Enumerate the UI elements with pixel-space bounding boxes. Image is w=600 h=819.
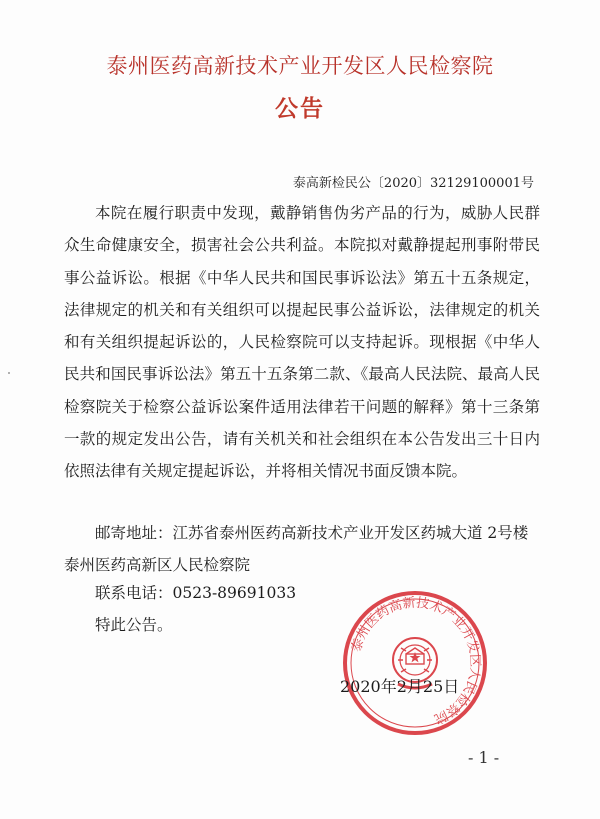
scan-speck [8, 372, 10, 374]
closing-remark: 特此公告。 [95, 616, 173, 634]
mailing-address: 邮寄地址：江苏省泰州医药高新技术产业开发区药城大道 2号楼泰州医药高新区人民检察院 [64, 524, 529, 574]
document-number: 泰高新检民公〔2020〕32129100001号 [292, 176, 534, 191]
page-number: - 1 - [468, 748, 500, 767]
official-seal [340, 588, 490, 738]
announcement-body [64, 197, 540, 488]
doc-type-heading: 公告 [275, 96, 325, 122]
org-title: 泰州医药高新技术产业开发区人民检察院 [106, 54, 494, 78]
body-paragraph: 本院在履行职责中发现，戴静销售伪劣产品的行为，威胁人民群众生命健康安全，损害社会公共利益。本院拟对戴静提起刑事附带民事公益诉讼。根据《中华人民共和国民事诉讼法》第五十五条规定，法律规定的机关和有关组织可以提起民事公益诉讼，法律规定的机关和有关组织提起诉讼的，人民检察院可以支持起诉。现根据《中华人民共和国民事诉讼法》第五十五条第二款、《最高人民法院、最高人民检察院关于检察公益诉讼案件适用法律若干问题的解释》第十三条第一款的规定发出公告，请有关机关和社会组织在本公告发出三十日内依照法律有关规定提起诉讼，并将相关情况书面反馈本院。 [64, 204, 540, 481]
contact-phone: 联系电话：0523-89691033 [95, 584, 297, 602]
seal-text: 泰州医药高新技术产业开发区人民检察院 [349, 595, 483, 727]
issue-date: 2020年2月25日 [340, 677, 460, 696]
seal-outer-ring [345, 593, 485, 733]
